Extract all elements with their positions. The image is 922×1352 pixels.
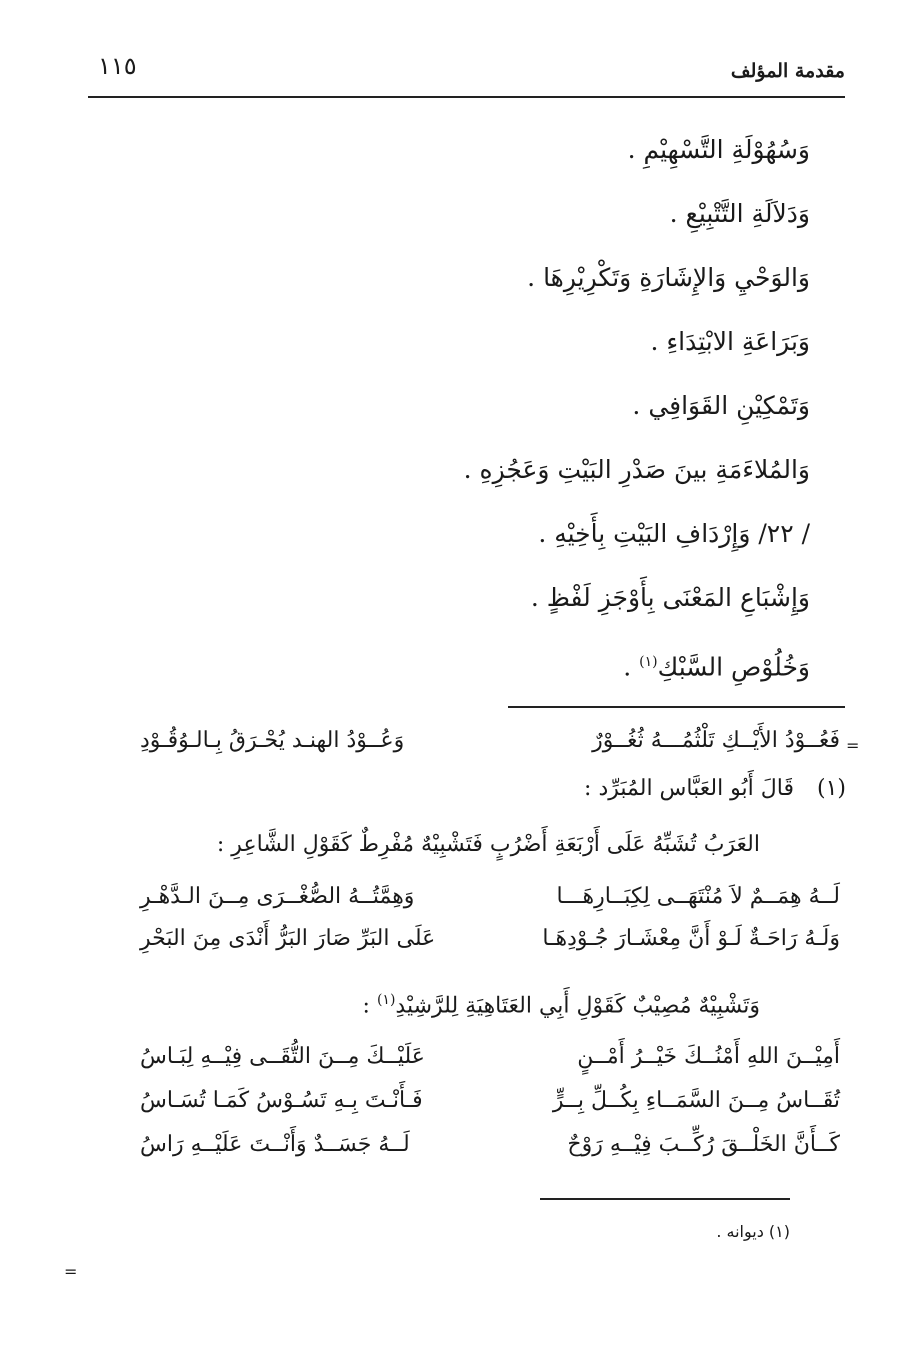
footnote-intro-text: قَالَ أَبُو العَبَّاس المُبَرِّد : (584, 776, 794, 801)
verse (140, 884, 840, 924)
verse-sadr: أَمِيْــنَ اللهِ أَمْنُــكَ خَيْــرُ أَمْــنٍ (577, 1044, 840, 1069)
footnote-separator (508, 706, 845, 708)
main-text (110, 118, 810, 694)
footnote-paragraph-text: وَتَشْبِيْهٌ مُصِيْبٌ كَقَوْلِ أَبِي العَتَاهِيَةِ لِلرَّشِيْدِ (395, 993, 760, 1019)
text-line: وَبَرَاعَةِ الابْتِدَاءِ . (650, 327, 810, 356)
verse-ajuz: فَـأَنْـتَ بِـهِ تَسُـوْسُ كَمَـا تُسَـاسُ (140, 1088, 423, 1113)
verse-ajuz: وَهِمَّتُــهُ الصُّغْــرَى مِــنَ الـدَّهْـرِ (140, 884, 415, 909)
line-tail: . (623, 652, 640, 682)
page-header (88, 52, 845, 92)
sub-footnote: (١) ديوانه . (716, 1222, 790, 1241)
text-line-last (110, 630, 810, 694)
footnote-marker: (١) (816, 776, 846, 801)
header-rule (88, 96, 845, 98)
sub-footnote-separator (540, 1198, 790, 1200)
verse-sadr: كَــأَنَّ الخَلْــقَ رُكِّــبَ فِيْــهِ رَوْحٌ (567, 1132, 840, 1157)
text-line: وَالمُلاءَمَةِ بينَ صَدْرِ البَيْتِ وَعَجُزِهِ . (463, 455, 810, 484)
footnote-intro (584, 776, 846, 801)
verse-sadr: تُقَــاسُ مِــنَ السَّمَــاءِ بِكُــلِّ بِــرٍّ (552, 1088, 840, 1113)
verse-sadr: فَعُــوْدُ الأَيْــكِ تَلْثُمُـــهُ ثُغُــوْرٌ (592, 728, 840, 753)
text-line: وَخُلُوْصِ السَّبْكِ (657, 652, 810, 682)
text-line: وَالوَحْيِ وَالإِشَارَةِ وَتَكْرِيْرِهَا . (527, 263, 810, 292)
continuation-mark: = (846, 736, 860, 755)
text-line: وَسُهُوْلَةِ التَّسْهِيْمِ . (627, 135, 810, 164)
footnote-paragraph: العَرَبُ تُشَبِّهُ عَلَى أَرْبَعَةِ أَضْرُبٍ فَتَشْبِيْهٌ مُفْرِطٌ كَقَوْلِ الشَّاعِرِ : (216, 832, 760, 857)
verse (140, 1044, 840, 1084)
verse-ajuz: وَعُــوْدُ الهنـد يُحْـرَقُ بِـالـوُقُـوْدِ (140, 728, 405, 753)
verse-ajuz: لَــهُ جَسَــدٌ وَأَنْــتَ عَلَيْــهِ رَاسُ (140, 1132, 410, 1157)
page-number: ١١٥ (98, 52, 137, 80)
text-line: وَدَلاَلَةِ التَّتْبِيْعِ . (669, 199, 810, 228)
verse-sadr: وَلَـهُ رَاحَـةٌ لَـوْ أَنَّ مِعْشَـارَ جُـوْدِهَـا (542, 926, 840, 951)
verse-ajuz: عَلَيْــكَ مِــنَ التُّقَــى فِيْــهِ لِبَـاسُ (140, 1044, 425, 1069)
footnote-paragraph (363, 992, 760, 1018)
continuation-mark: = (64, 1262, 78, 1281)
footnote-reference: (١) (639, 654, 658, 670)
line-tail: : (362, 993, 377, 1019)
verse-ajuz: عَلَى البَرِّ صَارَ البَرُّ أَنْدَى مِنَ البَحْرِ (140, 926, 436, 951)
verse-sadr: لَــهُ هِمَــمٌ لاَ مُنْتَهَــى لِكِبَــارِهَـــا (556, 884, 840, 909)
text-line: وَإِشْبَاعِ المَعْنَى بِأَوْجَزِ لَفْظٍ . (530, 583, 810, 612)
running-title: مقدمة المؤلف (730, 60, 845, 82)
verse (140, 926, 840, 966)
verse (140, 1132, 840, 1172)
verse (140, 1088, 840, 1128)
carry-verse (140, 728, 840, 768)
footnote-reference: (١) (376, 992, 396, 1008)
text-line: وَتَمْكِيْنِ القَوَافِي . (632, 391, 810, 420)
text-line: / ٢٢/ وَإِرْدَافِ البَيْتِ بِأَخِيْهِ . (538, 519, 810, 548)
